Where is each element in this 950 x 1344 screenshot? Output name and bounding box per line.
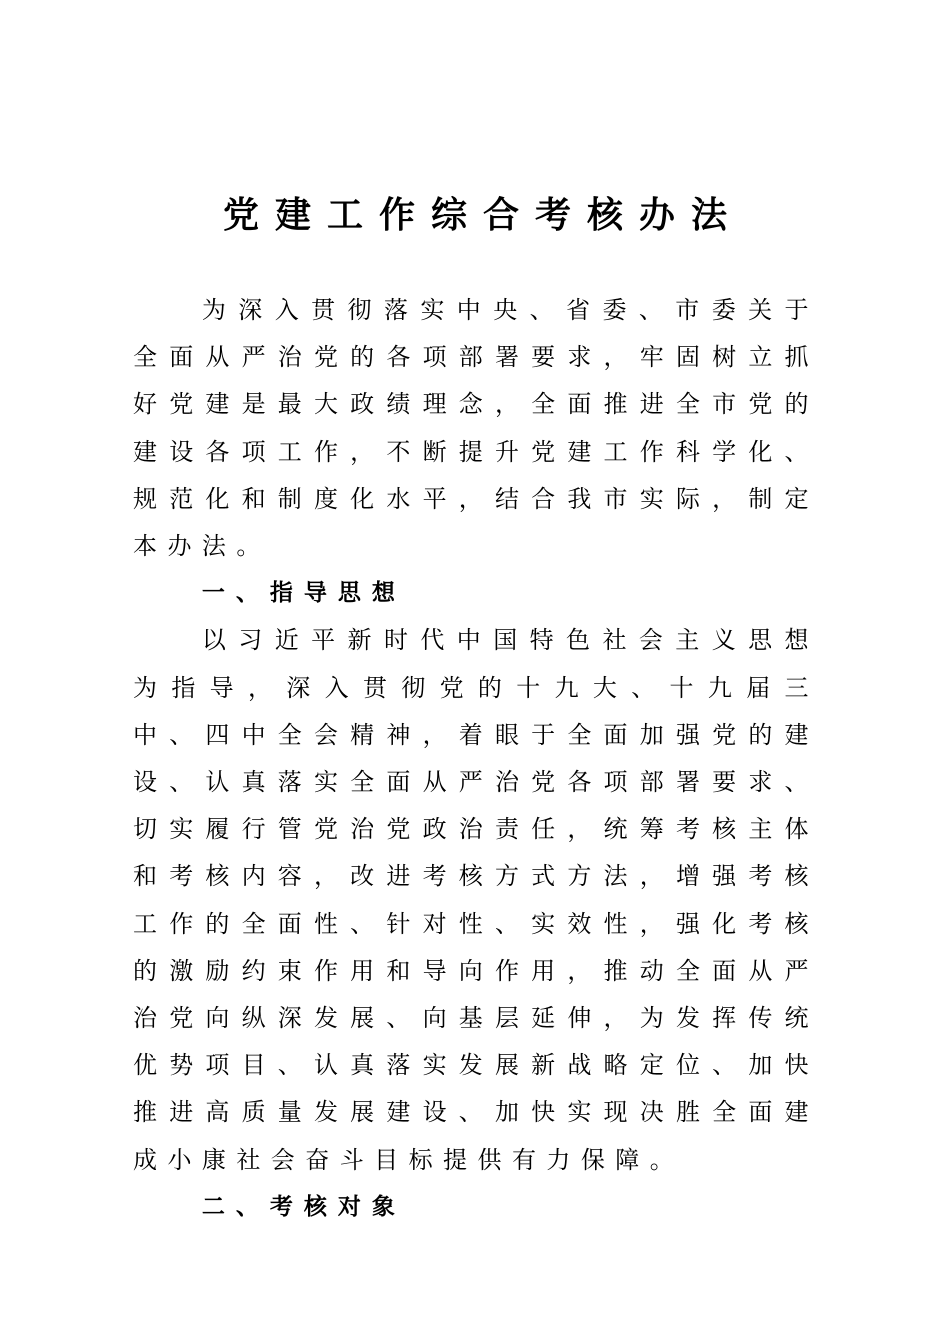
section-heading-guiding-ideology: 一、指导思想 — [201, 580, 406, 607]
section-heading-assessment-targets: 二、考核对象 — [201, 1193, 406, 1220]
section-paragraph-guiding-ideology: 以习近平新时代中国特色社会主义思想为指导，深入贯彻党的十九大、十九届三中、四中全会精神，着眼于全面加强党的建设、认真落实全面从严治党各项部署要求、切实履行管党治党政治责任，统筹考核主体和考核内容，改进考核方式方法，增强考核工作的全面性、针对性、实效性，强化考核的激励约束作用和导向作用，推动全面从严治党向纵深发展、向基层延伸，为发挥传统优势项目、认真落实发展新战略定位、加快推进高质量发展建设、加快实现决胜全面建成小康社会奋斗目标提供有力保障。 — [133, 626, 819, 1174]
document-body — [133, 287, 819, 1231]
intro-paragraph: 为深入贯彻落实中央、省委、市委关于全面从严治党的各项部署要求，牢固树立抓好党建是最大政绩理念，全面推进全市党的建设各项工作，不断提升党建工作科学化、规范化和制度化水平，结合我市实际，制定本办法。 — [133, 296, 819, 561]
document-title: 党建工作综合考核办法 — [222, 195, 743, 236]
